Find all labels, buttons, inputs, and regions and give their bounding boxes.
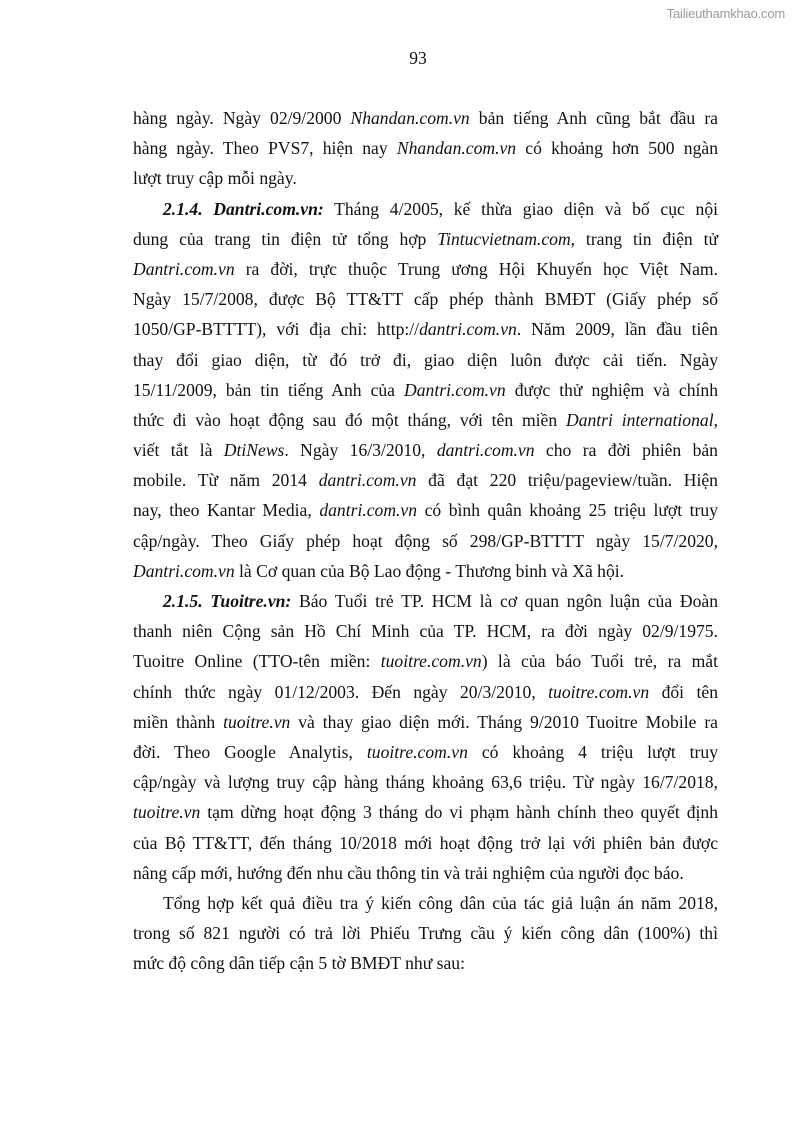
text-span: đổi tên: [649, 681, 718, 702]
text-span: ra đời, trực thuộc Trung ương Hội Khuyến học Việt Nam.: [234, 258, 718, 279]
text-span: dung của trang tin điện tử tổng hợp: [133, 228, 438, 249]
text-line: [133, 646, 718, 676]
text-span: 15/11/2009, bản tin tiếng Anh của: [133, 379, 405, 400]
text-line: [133, 767, 718, 797]
text-line: [133, 435, 718, 465]
italic-text: Dantri.com.vn: [133, 560, 235, 581]
text-span: thay đổi giao diện, từ đó trở đi, giao diện luôn được cải tiến. Ngày: [133, 349, 718, 370]
text-line: [133, 948, 718, 978]
italic-text: tuoitre.vn: [223, 711, 291, 732]
section-heading: 2.1.4. Dantri.com.vn:: [163, 198, 324, 219]
text-line: [133, 103, 718, 133]
italic-text: dantri.com.vn: [419, 319, 517, 340]
text-line: [133, 556, 718, 586]
text-span: cập/ngày. Theo Giấy phép hoạt động số 298/GP-BTTTT ngày 15/7/2020,: [133, 530, 718, 551]
text-line: [133, 888, 718, 918]
text-span: thanh niên Cộng sản Hồ Chí Minh của TP. HCM, ra đời ngày 02/9/1975.: [133, 621, 718, 642]
text-span: ,: [713, 409, 718, 430]
text-span: , trang tin điện tử: [570, 228, 719, 249]
text-span: . Ngày 16/3/2010,: [284, 440, 437, 461]
text-line: [133, 495, 718, 525]
italic-text: tuoitre.com.vn: [548, 681, 650, 702]
text-span: Tuoitre Online (TTO-tên miền:: [133, 651, 381, 672]
text-line: [133, 345, 718, 375]
text-span: Báo Tuổi trẻ TP. HCM là cơ quan ngôn luận của Đoàn: [291, 591, 718, 611]
italic-text: Dantri international: [565, 409, 714, 430]
text-line: [133, 465, 718, 495]
text-span: đã đạt 220 triệu/pageview/tuần. Hiện: [416, 470, 718, 491]
italic-text: dantri.com.vn: [436, 440, 535, 461]
text-span: Tổng hợp kết quả điều tra ý kiến công dân của tác giả luận án năm 2018,: [163, 892, 718, 913]
text-span: chính thức ngày 01/12/2003. Đến ngày 20/3/2010,: [133, 681, 549, 702]
section-heading: 2.1.5. Tuoitre.vn:: [163, 591, 292, 611]
text-line: [133, 918, 718, 948]
text-span: miền thành: [133, 711, 224, 732]
italic-text: Dantri.com.vn: [133, 258, 235, 279]
italic-text: Nhandan.com.vn: [350, 108, 470, 128]
document-body: [133, 103, 718, 978]
text-span: của Bộ TT&TT, đến tháng 10/2018 mới hoạt động trở lại với phiên bản được: [133, 832, 718, 853]
text-line: [133, 284, 718, 314]
text-span: bản tiếng Anh cũng bắt đầu ra: [469, 108, 718, 128]
text-span: nay, theo Kantar Media,: [133, 500, 320, 521]
text-line: [133, 586, 718, 616]
text-line: [133, 737, 718, 767]
text-span: cho ra đời phiên bản: [534, 440, 718, 461]
italic-text: tuoitre.vn: [133, 802, 201, 823]
text-span: là Cơ quan của Bộ Lao động - Thương binh và Xã hội.: [234, 560, 625, 581]
text-span: 1050/GP-BTTTT), với địa chỉ: http://: [133, 319, 420, 340]
text-line: [133, 163, 718, 193]
text-span: lượt truy cập mỗi ngày.: [133, 168, 297, 189]
text-line: [133, 616, 718, 646]
text-span: tạm dừng hoạt động 3 tháng do vi phạm hành chính theo quyết định: [200, 802, 718, 823]
paragraph: [133, 888, 718, 979]
text-span: thức đi vào hoạt động sau đó một tháng, với tên miền: [133, 409, 566, 430]
text-span: trong số 821 người có trả lời Phiếu Trưng cầu ý kiến công dân (100%) thì: [133, 923, 718, 944]
text-span: Ngày 15/7/2008, được Bộ TT&TT cấp phép thành BMĐT (Giấy phép số: [133, 289, 718, 310]
text-line: [133, 797, 718, 827]
text-span: được thử nghiệm và chính: [505, 379, 718, 400]
italic-text: dantri.com.vn: [319, 500, 418, 521]
text-span: và thay giao diện mới. Tháng 9/2010 Tuoitre Mobile ra: [290, 711, 718, 732]
text-span: có bình quân khoảng 25 triệu lượt truy: [417, 500, 718, 521]
italic-text: Dantri.com.vn: [404, 379, 506, 400]
italic-text: dantri.com.vn: [318, 470, 417, 491]
text-line: [133, 133, 718, 163]
text-span: mức độ công dân tiếp cận 5 tờ BMĐT như sau:: [133, 953, 465, 974]
text-span: hàng ngày. Ngày 02/9/2000: [133, 108, 351, 128]
italic-text: tuoitre.com.vn: [380, 651, 482, 672]
text-span: mobile. Từ năm 2014: [133, 470, 319, 491]
text-line: [133, 375, 718, 405]
text-line: [133, 707, 718, 737]
italic-text: Tintucvietnam.com: [437, 228, 571, 249]
text-line: [133, 254, 718, 284]
text-line: [133, 526, 718, 556]
text-span: có khoảng hơn 500 ngàn: [516, 138, 718, 159]
page-number: 93: [409, 48, 427, 68]
paragraph: [133, 586, 718, 888]
text-span: đời. Theo Google Analytis,: [133, 741, 367, 762]
text-span: hàng ngày. Theo PVS7, hiện nay: [133, 138, 397, 159]
watermark: Tailieuthamkhao.com: [666, 6, 785, 21]
text-span: viết tắt là: [133, 440, 224, 461]
text-line: [133, 677, 718, 707]
italic-text: Nhandan.com.vn: [396, 138, 517, 159]
paragraph: [133, 103, 718, 194]
italic-text: DtiNews: [223, 440, 285, 461]
text-span: nâng cấp mới, hướng đến nhu cầu thông tin và trải nghiệm của người đọc báo.: [133, 862, 684, 883]
text-span: ) là của báo Tuổi trẻ, ra mắt: [481, 651, 718, 672]
text-span: có khoảng 4 triệu lượt truy: [467, 741, 718, 762]
italic-text: tuoitre.com.vn: [366, 741, 468, 762]
text-line: [133, 314, 718, 344]
text-line: [133, 224, 718, 254]
text-span: Tháng 4/2005, kế thừa giao diện và bố cục nội: [323, 198, 719, 219]
text-span: cập/ngày và lượng truy cập hàng tháng khoảng 63,6 triệu. Từ ngày 16/7/2018,: [133, 772, 718, 793]
paragraph: [133, 194, 718, 586]
text-line: [133, 828, 718, 858]
text-line: [133, 194, 718, 224]
text-line: [133, 858, 718, 888]
text-span: . Năm 2009, lần đầu tiên: [516, 319, 718, 340]
text-line: [133, 405, 718, 435]
